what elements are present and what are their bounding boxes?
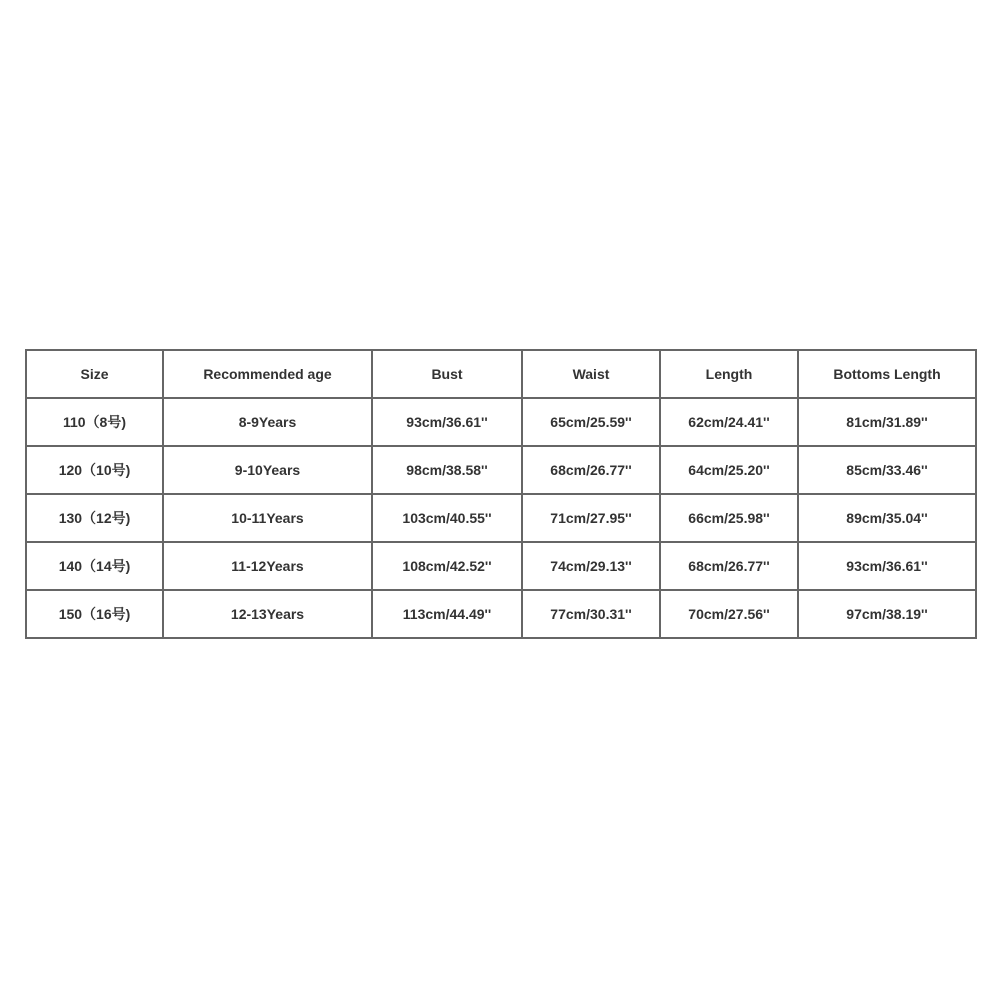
header-row (26, 350, 976, 398)
header-size: Size (26, 350, 163, 398)
header-waist: Waist (522, 350, 660, 398)
table-row (26, 446, 976, 494)
cell-size: 120（10号) (26, 446, 163, 494)
cell-bottoms-length: 93cm/36.61'' (798, 542, 976, 590)
header-length: Length (660, 350, 798, 398)
cell-bust: 103cm/40.55'' (372, 494, 522, 542)
table-row (26, 542, 976, 590)
cell-bust: 108cm/42.52'' (372, 542, 522, 590)
cell-length: 64cm/25.20'' (660, 446, 798, 494)
cell-size: 140（14号) (26, 542, 163, 590)
cell-bottoms-length: 89cm/35.04'' (798, 494, 976, 542)
cell-bottoms-length: 97cm/38.19'' (798, 590, 976, 638)
table-row (26, 590, 976, 638)
cell-bottoms-length: 81cm/31.89'' (798, 398, 976, 446)
size-chart-table (25, 349, 977, 639)
cell-size: 110（8号) (26, 398, 163, 446)
cell-length: 66cm/25.98'' (660, 494, 798, 542)
table-row (26, 494, 976, 542)
cell-recommended-age: 10-11Years (163, 494, 372, 542)
cell-bust: 93cm/36.61'' (372, 398, 522, 446)
header-bottoms-length: Bottoms Length (798, 350, 976, 398)
cell-size: 130（12号) (26, 494, 163, 542)
cell-bottoms-length: 85cm/33.46'' (798, 446, 976, 494)
header-bust: Bust (372, 350, 522, 398)
cell-waist: 71cm/27.95'' (522, 494, 660, 542)
cell-length: 68cm/26.77'' (660, 542, 798, 590)
cell-bust: 98cm/38.58'' (372, 446, 522, 494)
cell-waist: 68cm/26.77'' (522, 446, 660, 494)
cell-recommended-age: 9-10Years (163, 446, 372, 494)
cell-waist: 65cm/25.59'' (522, 398, 660, 446)
cell-recommended-age: 12-13Years (163, 590, 372, 638)
cell-waist: 77cm/30.31'' (522, 590, 660, 638)
cell-size: 150（16号) (26, 590, 163, 638)
cell-recommended-age: 11-12Years (163, 542, 372, 590)
cell-bust: 113cm/44.49'' (372, 590, 522, 638)
cell-recommended-age: 8-9Years (163, 398, 372, 446)
header-recommended-age: Recommended age (163, 350, 372, 398)
cell-waist: 74cm/29.13'' (522, 542, 660, 590)
cell-length: 70cm/27.56'' (660, 590, 798, 638)
table-row (26, 398, 976, 446)
cell-length: 62cm/24.41'' (660, 398, 798, 446)
